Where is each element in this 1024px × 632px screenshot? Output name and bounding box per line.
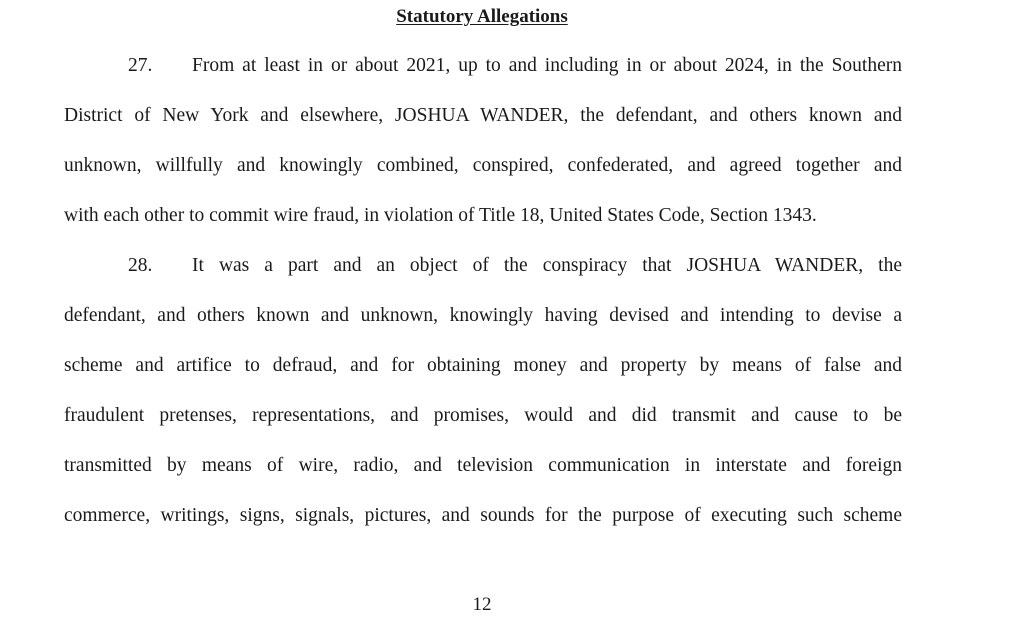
- paragraph-line: defendant, and others known and unknown, knowingly having devised and intending to devise a: [64, 305, 902, 326]
- paragraph-line: scheme and artifice to defraud, and for obtaining money and property by means of false and: [64, 355, 902, 376]
- paragraph-number: 27.: [128, 55, 153, 76]
- section-heading: Statutory Allegations: [396, 6, 568, 27]
- paragraph-line: with each other to commit wire fraud, in violation of Title 18, United States Code, Section 1343.: [64, 205, 817, 226]
- paragraph-line: fraudulent pretenses, representations, and promises, would and did transmit and cause to be: [64, 405, 902, 426]
- paragraph-line: 28. It was a part and an object of the conspiracy that JOSHUA WANDER, the: [128, 255, 902, 276]
- paragraph-line: transmitted by means of wire, radio, and television communication in interstate and foreign: [64, 455, 902, 476]
- paragraph-line: District of New York and elsewhere, JOSHUA WANDER, the defendant, and others known and: [64, 105, 902, 126]
- paragraph-line: 27. From at least in or about 2021, up to and including in or about 2024, in the Southern: [128, 55, 902, 76]
- paragraph-line: unknown, willfully and knowingly combined, conspired, confederated, and agreed together and: [64, 155, 902, 176]
- paragraph-line: commerce, writings, signs, signals, pictures, and sounds for the purpose of executing such scheme: [64, 505, 902, 526]
- paragraph-number: 28.: [128, 255, 153, 276]
- page-number: 12: [472, 594, 492, 615]
